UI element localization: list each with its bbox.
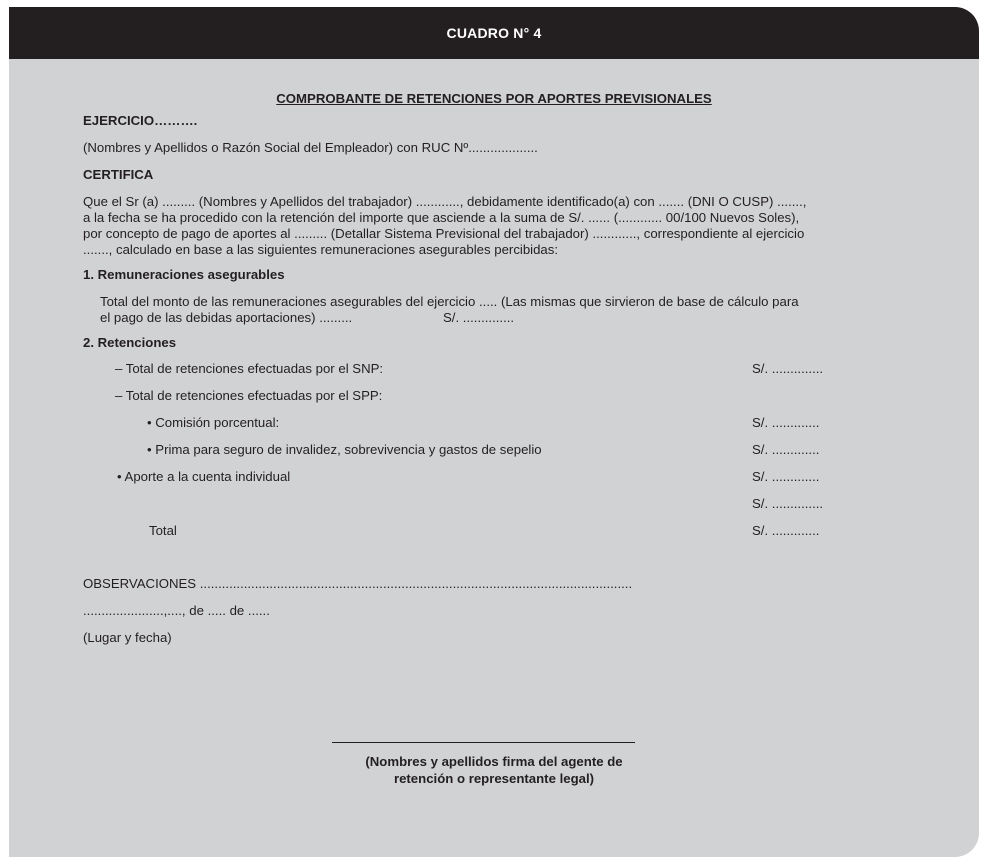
observaciones-line: OBSERVACIONES ...................................................................................................................... [83, 576, 633, 591]
snp-label: – Total de retenciones efectuadas por el SNP: [115, 361, 384, 376]
employer-line: (Nombres y Apellidos o Razón Social del Empleador) con RUC Nº................... [83, 140, 538, 155]
section1-amount: S/. .............. [443, 310, 515, 325]
comision-amount: S/. ............. [752, 415, 820, 430]
total-label: Total [149, 523, 177, 538]
paragraph-line-1: Que el Sr (a) ......... (Nombres y Apellidos del trabajador) ............, debidamente identificado(a) con ....... (DNI O CUSP) ......., [83, 194, 807, 209]
signature-caption-line-1: (Nombres y apellidos firma del agente de [365, 754, 623, 769]
signature-line [332, 742, 635, 743]
aporte-amount: S/. ............. [752, 469, 820, 484]
section1-line-2: el pago de las debidas aportaciones) ......... [100, 310, 353, 325]
header-bar [9, 7, 979, 59]
paragraph-line-2: a la fecha se ha procedido con la retención del importe que asciende a la suma de S/. ...... (............ 00/100 Nuevos Soles), [83, 210, 800, 225]
header-title: CUADRO N° 4 [446, 25, 542, 41]
ejercicio-label: EJERCICIO………. [83, 113, 198, 128]
total-amount: S/. ............. [752, 523, 820, 538]
prima-label: • Prima para seguro de invalidez, sobrevivencia y gastos de sepelio [147, 442, 542, 457]
comision-label: • Comisión porcentual: [147, 415, 280, 430]
document-card [9, 7, 979, 857]
section1-heading: 1. Remuneraciones asegurables [83, 267, 285, 282]
signature-caption [9, 753, 979, 787]
signature-caption-line-2: retención o representante legal) [393, 771, 595, 786]
paragraph-line-3: por concepto de pago de aportes al ......... (Detallar Sistema Previsional del trabajador) ............, correspondiente al ejercicio [83, 226, 805, 241]
snp-amount: S/. .............. [752, 361, 824, 376]
spp-label: – Total de retenciones efectuadas por el SPP: [115, 388, 383, 403]
section1-line-1: Total del monto de las remuneraciones asegurables del ejercicio ..... (Las mismas que sirvieron de base de cálculo para [100, 294, 799, 309]
lugar-fecha-label: (Lugar y fecha) [83, 630, 172, 645]
paragraph-line-4: ......., calculado en base a las siguientes remuneraciones asegurables percibidas: [83, 242, 559, 257]
extra-amount: S/. .............. [752, 496, 824, 511]
document-body [9, 59, 979, 857]
fecha-line: ......................,...., de ..... de ...... [83, 603, 270, 618]
prima-amount: S/. ............. [752, 442, 820, 457]
certifica-label: CERTIFICA [83, 167, 154, 182]
aporte-label: • Aporte a la cuenta individual [117, 469, 291, 484]
document-subtitle: COMPROBANTE DE RETENCIONES POR APORTES PREVISIONALES [276, 91, 712, 106]
section2-heading: 2. Retenciones [83, 335, 177, 350]
